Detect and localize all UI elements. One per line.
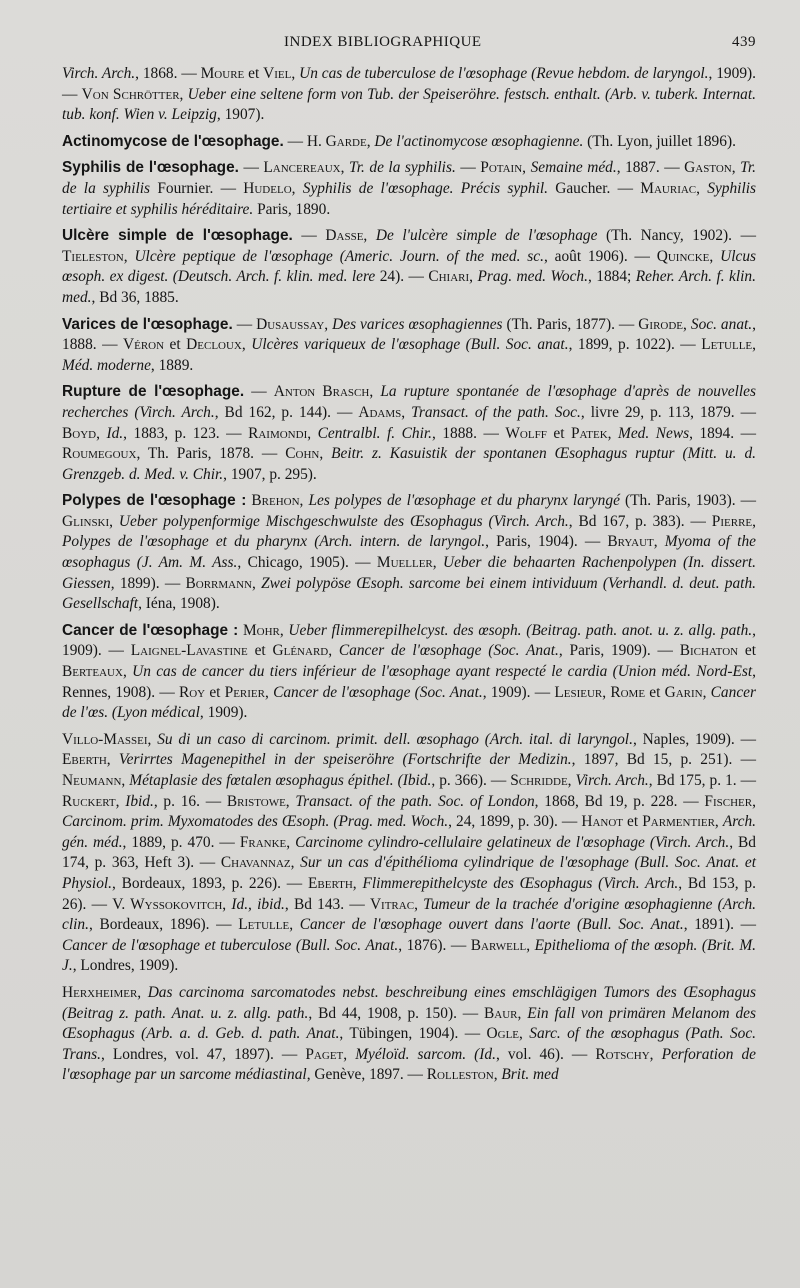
bib-entry-tuberculose-cont: Virch. Arch., 1868. — Moure et Viel, Un cas de tuberculose de l'œsophage (Revue hebdom. de laryngol., 1909). — Von Schrötter, Ueber eine seltene form von Tub. der Speiseröhre. festsch. enthalt. (Arb. v. tuberk. Internat. tub. konf. Wien v. Leipzig, 1907). <box>62 65 757 124</box>
entry-heading: Ulcère simple de l'œsophage. <box>62 227 293 245</box>
entry-heading: Polypes de l'œsophage : <box>62 492 247 510</box>
bibliography-body <box>62 64 756 1086</box>
entry-heading: Varices de l'œsophage. <box>62 315 233 333</box>
bib-entry-cancer-refs-2: Villo-Massei, Su di un caso di carcinom. primit. dell. œsophago (Arch. ital. di laryngol., Naples, 1909). — Eberth, Verirrtes Magenepithel in der speiseröhre (Fortschrifte der Medizin., 1897, Bd 15, p. 251). — Neumann, Métaplasie des fœtalen œsophagus épithel. (Ibid., p. 366). — Schridde, Virch. Arch., Bd 175, p. 1. — Ruckert, Ibid., p. 16. — Bristowe, Transact. of the path. Soc. of London, 1868, Bd 19, p. 228. — Fischer, Carcinom. prim. Myxomatodes des Œsoph. (Prag. med. Woch., 24, 1899, p. 30). — Hanot et Parmentier, Arch. gén. méd., 1889, p. 470. — Franke, Carcinome cylindro-cellulaire gelatineux de l'œsophage (Virch. Arch., Bd 174, p. 363, Heft 3). — Chavannaz, Sur un cas d'épithélioma cylindrique de l'œsophage (Bull. Soc. Anat. et Physiol., Bordeaux, 1893, p. 226). — Eberth, Flimmerepithelcyste des Œsophagus (Virch. Arch., Bd 153, p. 26). — V. Wyssokovitch, Id., ibid., Bd 143. — Vitrac, Tumeur de la trachée d'origine œsophagienne (Arch. clin., Bordeaux, 1896). — Letulle, Cancer de l'œsophage ouvert dans l'aorte (Bull. Soc. Anat., 1891). — Cancer de l'œsophage et tuberculose (Bull. Soc. Anat., 1876). — Barwell, Epithelioma of the œsoph. (Brit. M. J., Londres, 1909). <box>62 730 757 975</box>
running-header <box>62 30 756 54</box>
bib-entry-actinomycose: Actinomycose de l'œsophage. — H. Garde, De l'actinomycose œsophagienne. (Th. Lyon, juillet 1896). <box>62 132 736 150</box>
bib-entry-cancer: Cancer de l'œsophage : Mohr, Ueber flimmerepilhelcyst. des œsoph. (Beitrag. path. anot. u. z. allg. path., 1909). — Laignel-Lavastine et Glénard, Cancer de l'œsophage (Soc. Anat., Paris, 1909). — Bichaton et Berteaux, Un cas de cancer du tiers inférieur de l'œsophage ayant respecté le cardia (Union méd. Nord-Est, Rennes, 1908). — Roy et Perier, Cancer de l'œsophage (Soc. Anat., 1909). — Lesieur, Rome et Garin, Cancer de l'œs. (Lyon médical, 1909). <box>62 621 757 722</box>
bib-entry-varices: Varices de l'œsophage. — Dusaussay, Des varices œsophagiennes (Th. Paris, 1877). — Girode, Soc. anat., 1888. — Véron et Decloux, Ulcères variqueux de l'œsophage (Bull. Soc. anat., 1899, p. 1022). — Letulle, Méd. moderne, 1889. <box>62 315 756 374</box>
bib-entry-cancer-refs-3: Herxheimer, Das carcinoma sarcomatodes nebst. beschreibung eines emschlägigen Tumors des Œsophagus (Beitrag z. path. Anat. u. z. allg. path., Bd 44, 1908, p. 150). — Baur, Ein fall von primären Melanom des Œsophagus (Arb. a. d. Geb. d. path. Anat., Tübingen, 1904). — Ogle, Sarc. of the œsophagus (Path. Soc. Trans., Londres, vol. 47, 1897). — Paget, Myéloïd. sarcom. (Id., vol. 46). — Rotschy, Perforation de l'œsophage par un sarcome médiastinal, Genève, 1897. — Rolleston, Brit. med <box>62 983 757 1084</box>
entry-heading: Syphilis de l'œsophage. <box>62 159 239 177</box>
bib-entry-rupture: Rupture de l'œsophage. — Anton Brasch, La rupture spontanée de l'œsophage d'après de nouvelles recherches (Virch. Arch., Bd 162, p. 144). — Adams, Transact. of the path. Soc., livre 29, p. 113, 1879. — Boyd, Id., 1883, p. 123. — Raimondi, Centralbl. f. Chir., 1888. — Wolff et Patek, Med. News, 1894. — Roumegoux, Th. Paris, 1878. — Cohn, Beitr. z. Kasuistik der spontanen Œsophagus ruptur (Mitt. u. d. Grenzgeb. d. Med. v. Chir., 1907, p. 295). <box>62 383 757 483</box>
bib-entry-polypes: Polypes de l'œsophage : Brehon, Les polypes de l'œsophage et du pharynx laryngé (Th. Paris, 1903). — Glinski, Ueber polypenformige Mischgeschwulste des Œsophagus (Virch. Arch., Bd 167, p. 383). — Pierre, Polypes de l'œsophage et du pharynx (Arch. intern. de laryngol., Paris, 1904). — Bryaut, Myoma of the œsophagus (J. Am. M. Ass., Chicago, 1905). — Mueller, Ueber die behaarten Rachenpolypen (In. dissert. Giessen, 1899). — Borrmann, Zwei polypöse Œsoph. sarcome bei einem intividuum (Verhandl. d. deut. path. Gesellschaft, Iéna, 1908). <box>62 492 756 613</box>
running-title: INDEX BIBLIOGRAPHIQUE <box>284 34 482 50</box>
bib-entry-ulcere: Ulcère simple de l'œsophage. — Dasse, De l'ulcère simple de l'œsophage (Th. Nancy, 1902). — Tieleston, Ulcère peptique de l'œsophage (Americ. Journ. of the med. sc., août 1906). — Quincke, Ulcus œsoph. ex digest. (Deutsch. Arch. f. klin. med. lere 24). — Chiari, Prag. med. Woch., 1884; Reher. Arch. f. klin. med., Bd 36, 1885. <box>62 227 757 306</box>
bib-entry-syphilis: Syphilis de l'œsophage. — Lancereaux, Tr. de la syphilis. — Potain, Semaine méd., 1887. — Gaston, Tr. de la syphilis Fournier. — Hudelo, Syphilis de l'œsophage. Précis syphil. Gaucher. — Mauriac, Syphilis tertiaire et syphilis héréditaire. Paris, 1890. <box>62 159 756 218</box>
entry-heading: Cancer de l'œsophage : <box>62 621 239 639</box>
page-number: 439 <box>732 34 756 50</box>
entry-heading: Rupture de l'œsophage. <box>62 383 245 401</box>
entry-heading: Actinomycose de l'œsophage. <box>62 132 284 150</box>
